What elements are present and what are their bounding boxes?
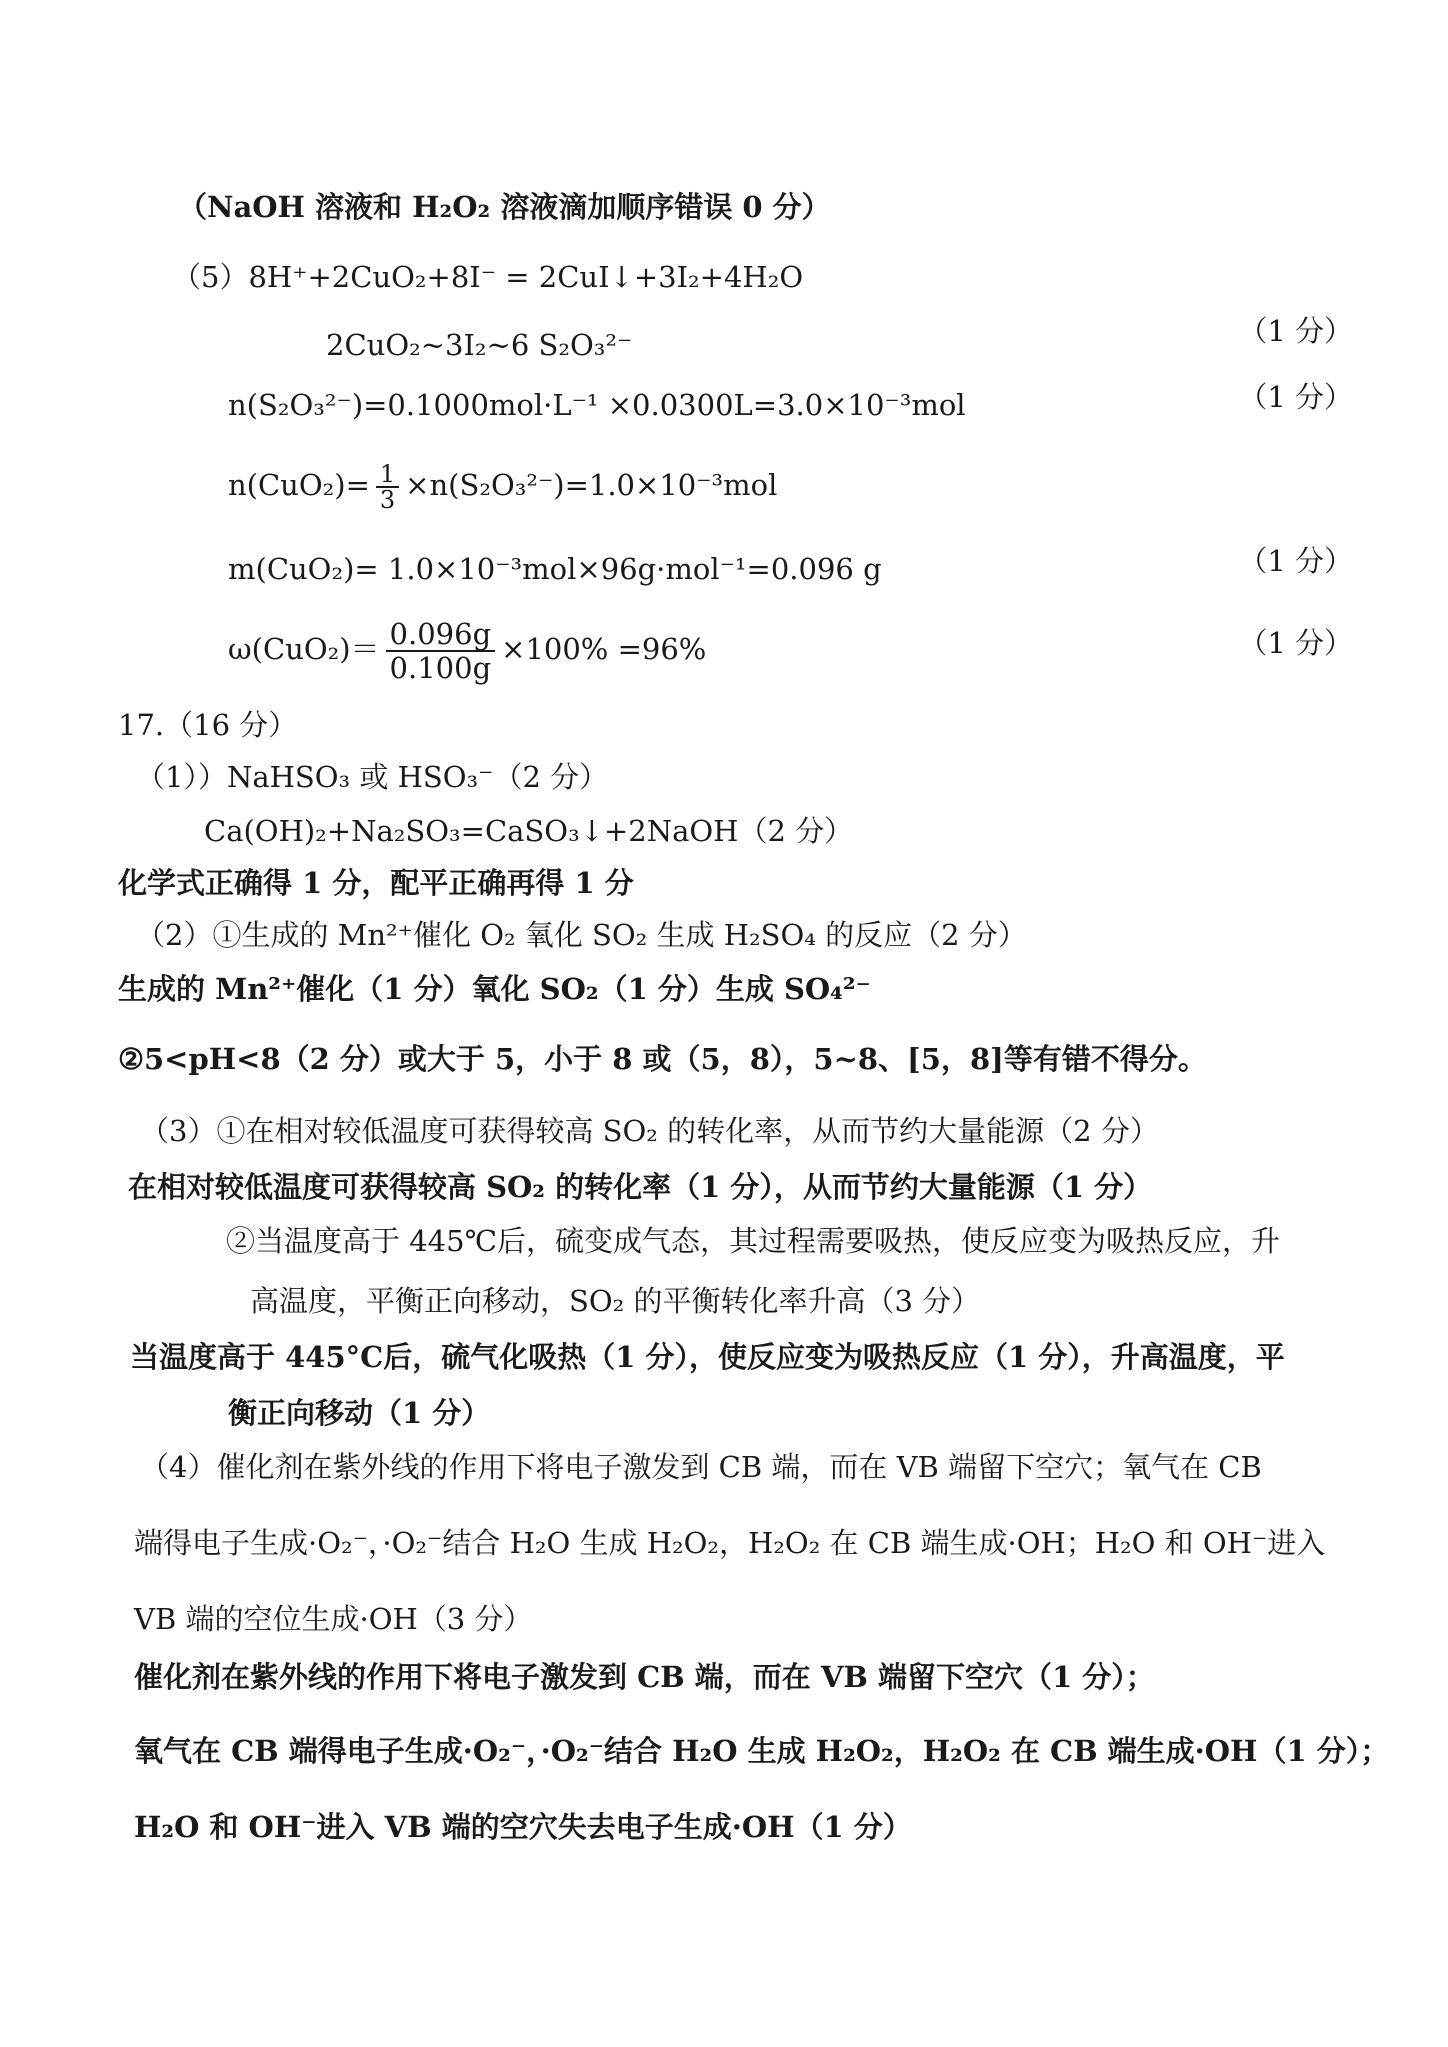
part5-equation: 8H⁺+2CuO₂+8I⁻ = 2CuI↓+3I₂+4H₂O bbox=[248, 260, 804, 294]
note-dropping-order: （NaOH 溶液和 H₂O₂ 溶液滴加顺序错误 0 分） bbox=[178, 190, 831, 224]
mass-fraction-score: （1 分） bbox=[1238, 626, 1353, 660]
n-cuo2-line bbox=[228, 462, 777, 512]
m-cuo2-score: （1 分） bbox=[1238, 544, 1353, 578]
mass-fraction-line bbox=[228, 618, 706, 684]
q17-title: 17.（16 分） bbox=[118, 708, 298, 742]
relation-line: 2CuO₂~3I₂~6 S₂O₃²⁻ bbox=[326, 328, 633, 362]
q17-part1: （1））NaHSO₃ 或 HSO₃⁻（2 分） bbox=[136, 760, 609, 794]
w-right: ×100% =96% bbox=[501, 632, 707, 666]
relation-score: （1 分） bbox=[1238, 314, 1353, 348]
part5-label: （5） bbox=[172, 260, 249, 294]
mass-denominator: 0.100g bbox=[389, 651, 492, 685]
w-left: ω(CuO₂)＝ bbox=[228, 632, 380, 666]
q17-part3-2-line2: 高温度，平衡正向移动，SO₂ 的平衡转化率升高（3 分） bbox=[250, 1284, 981, 1318]
q17-part3-2-line1: ②当温度高于 445℃后，硫变成气态，其过程需要吸热，使反应变为吸热反应，升 bbox=[226, 1224, 1281, 1258]
q17-part1-equation: Ca(OH)₂+Na₂SO₃=CaSO₃↓+2NaOH（2 分） bbox=[204, 814, 854, 848]
mass-fraction bbox=[386, 618, 496, 684]
q17-part3-1: （3）①在相对较低温度可获得较高 SO₂ 的转化率，从而节约大量能源（2 分） bbox=[140, 1114, 1159, 1148]
q17-part4-line1: （4）催化剂在紫外线的作用下将电子激发到 CB 端，而在 VB 端留下空穴；氧气在 CB bbox=[140, 1450, 1262, 1484]
fraction-numerator: 1 bbox=[376, 462, 399, 488]
q17-part4-rule-line3: H₂O 和 OH⁻进入 VB 端的空穴失去电子生成·OH（1 分） bbox=[134, 1810, 912, 1844]
q17-part3-2-rule-line2: 衡正向移动（1 分） bbox=[228, 1396, 491, 1430]
n-cuo2-left: n(CuO₂)= bbox=[228, 468, 370, 502]
q17-part4-line3: VB 端的空位生成·OH（3 分） bbox=[134, 1602, 533, 1636]
q17-part3-1-rule: 在相对较低温度可获得较高 SO₂ 的转化率（1 分），从而节约大量能源（1 分） bbox=[128, 1170, 1153, 1204]
q17-part2-1-rule: 生成的 Mn²⁺催化（1 分）氧化 SO₂（1 分）生成 SO₄²⁻ bbox=[118, 972, 871, 1006]
q17-part1-rule: 化学式正确得 1 分，配平正确再得 1 分 bbox=[118, 866, 634, 900]
n-s2o3-line: n(S₂O₃²⁻)=0.1000mol·L⁻¹ ×0.0300L=3.0×10⁻³mol bbox=[228, 388, 966, 422]
one-third-fraction bbox=[376, 462, 399, 512]
mass-numerator: 0.096g bbox=[386, 618, 496, 652]
q17-part2-2: ②5<pH<8（2 分）或大于 5，小于 8 或（5，8），5~8、[5，8]等有错不得分。 bbox=[118, 1042, 1207, 1076]
q17-part4-rule-line2: 氧气在 CB 端得电子生成·O₂⁻，·O₂⁻结合 H₂O 生成 H₂O₂，H₂O₂ 在 CB 端生成·OH（1 分）； bbox=[134, 1734, 1390, 1768]
q17-part4-line2: 端得电子生成·O₂⁻，·O₂⁻结合 H₂O 生成 H₂O₂，H₂O₂ 在 CB 端生成·OH；H₂O 和 OH⁻进入 bbox=[134, 1526, 1326, 1560]
fraction-denominator: 3 bbox=[379, 486, 396, 514]
q17-part2-1: （2）①生成的 Mn²⁺催化 O₂ 氧化 SO₂ 生成 H₂SO₄ 的反应（2 分） bbox=[136, 918, 1027, 952]
part5-equation-line bbox=[172, 258, 803, 296]
m-cuo2-line: m(CuO₂)= 1.0×10⁻³mol×96g·mol⁻¹=0.096 g bbox=[228, 552, 882, 586]
n-cuo2-right: ×n(S₂O₃²⁻)=1.0×10⁻³mol bbox=[405, 468, 778, 502]
n-s2o3-score: （1 分） bbox=[1238, 380, 1353, 414]
q17-part3-2-rule-line1: 当温度高于 445°C后，硫气化吸热（1 分），使反应变为吸热反应（1 分），升高温度，平 bbox=[130, 1340, 1285, 1374]
q17-part4-rule-line1: 催化剂在紫外线的作用下将电子激发到 CB 端，而在 VB 端留下空穴（1 分）； bbox=[134, 1660, 1155, 1694]
